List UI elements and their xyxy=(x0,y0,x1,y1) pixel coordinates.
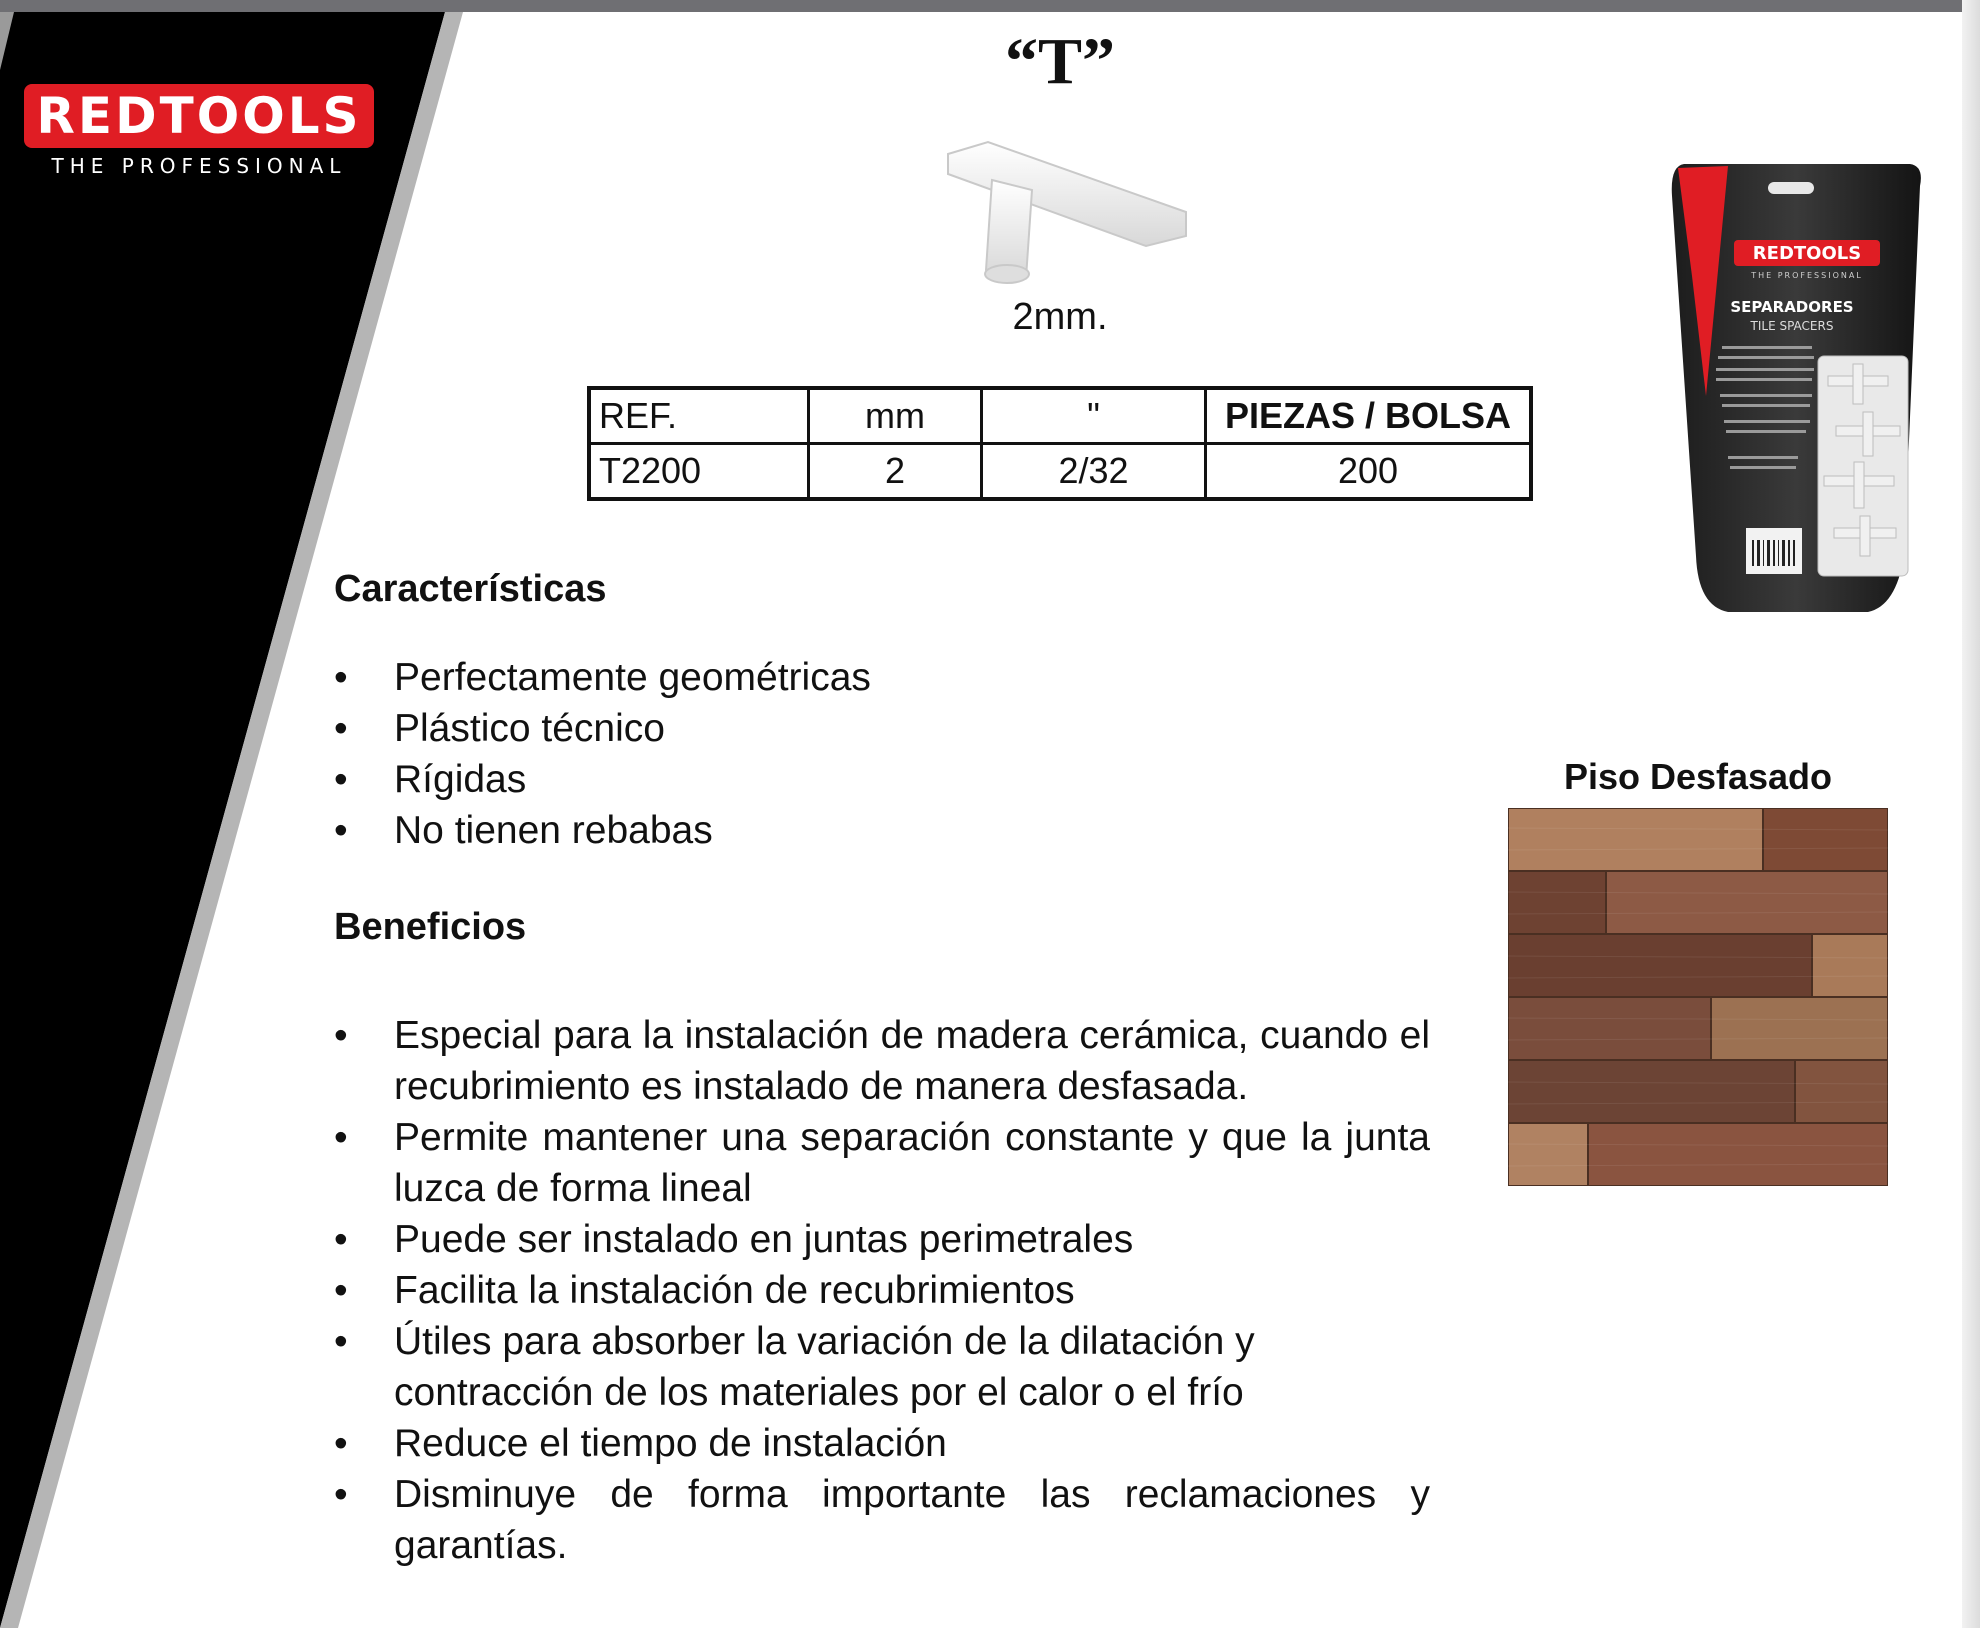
package-barcode xyxy=(1752,540,1795,566)
product-title: “T” xyxy=(1004,25,1116,98)
cell-mm: 2 xyxy=(809,444,982,500)
cell-pieces: 200 xyxy=(1206,444,1532,500)
right-edge xyxy=(1962,0,1980,1628)
list-item: • Rígidas xyxy=(334,754,1034,805)
product-package-image xyxy=(1668,156,1924,616)
package-hanger-hole xyxy=(1768,182,1814,194)
list-item: • No tienen rebabas xyxy=(334,805,1034,856)
header-pieces: PIEZAS / BOLSA xyxy=(1206,388,1532,444)
list-item: • Facilita la instalación de recubrimientos xyxy=(334,1265,1430,1316)
brand-name: REDTOOLS xyxy=(24,84,374,148)
cell-ref: T2200 xyxy=(589,444,809,500)
package-title: SEPARADORES xyxy=(1730,298,1854,316)
header-mm: mm xyxy=(809,388,982,444)
brand-logo xyxy=(24,84,374,182)
t-spacer-shape xyxy=(948,142,1186,283)
caracteristicas-list xyxy=(334,652,1034,856)
size-label: 2mm. xyxy=(1012,296,1108,338)
package-brand: REDTOOLS xyxy=(1752,243,1862,264)
beneficios-list xyxy=(334,1010,1430,1571)
package-window xyxy=(1818,356,1908,576)
t-spacer-image xyxy=(918,136,1198,286)
header-inches: " xyxy=(982,388,1206,444)
header-ref: REF. xyxy=(589,388,809,444)
list-item: • Puede ser instalado en juntas perimetrales xyxy=(334,1214,1430,1265)
spec-table-header xyxy=(589,388,1531,444)
spec-table xyxy=(587,386,1533,501)
caracteristicas-title: Características xyxy=(334,568,607,610)
cell-inches: 2/32 xyxy=(982,444,1206,500)
list-item: • Plástico técnico xyxy=(334,703,1034,754)
list-item: • Especial para la instalación de madera cerámica, cuando el recubrimiento es instalado de manera desfasada. xyxy=(334,1010,1430,1112)
floor-example-label: Piso Desfasado xyxy=(1563,756,1833,797)
list-item: • Perfectamente geométricas xyxy=(334,652,1034,703)
list-item: • Reduce el tiempo de instalación xyxy=(334,1418,1430,1469)
floor-example-image xyxy=(1508,808,1888,1186)
brand-tagline: THE PROFESSIONAL xyxy=(51,154,347,178)
wood-planks xyxy=(1508,808,1888,1186)
table-row xyxy=(589,444,1531,500)
list-item: • Disminuye de forma importante las reclamaciones y garantías. xyxy=(334,1469,1430,1571)
package-subtitle: TILE SPACERS xyxy=(1750,319,1834,333)
list-item: • Útiles para absorber la variación de la dilatación y contracción de los materiales por el calor o el frío xyxy=(334,1316,1430,1418)
beneficios-title: Beneficios xyxy=(334,906,527,948)
list-item: • Permite mantener una separación constante y que la junta luzca de forma lineal xyxy=(334,1112,1430,1214)
package-tagline: THE PROFESSIONAL xyxy=(1751,271,1863,280)
